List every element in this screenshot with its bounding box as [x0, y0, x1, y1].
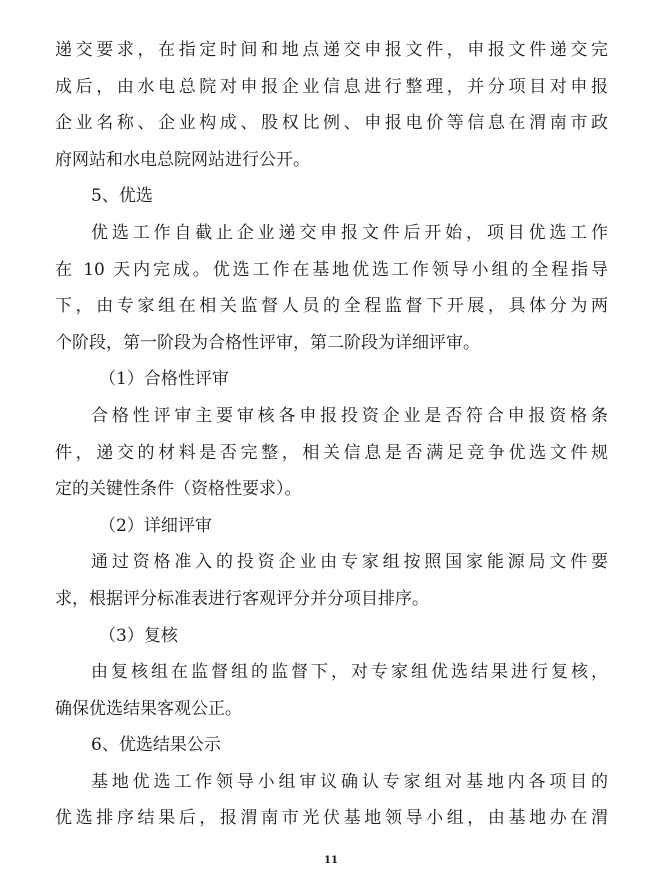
- text-line: 由复核组在监督组的监督下，对专家组优选结果进行复核，: [91, 662, 608, 683]
- section-heading-5: 5、优选: [91, 186, 153, 207]
- subsection-heading-1: （1）合格性评审: [99, 369, 229, 390]
- subsection-heading-3: （3）复核: [99, 625, 178, 646]
- text-line: 合格性评审主要审核各申报投资企业是否符合申报资格条: [91, 405, 608, 426]
- text-line: 递交要求，在指定时间和地点递交申报文件，申报文件递交完: [55, 40, 608, 60]
- text-line: 在 10 天内完成。优选工作在基地优选工作领导小组的全程指导: [55, 259, 608, 280]
- text-line: 件，递交的材料是否完整，相关信息是否满足竞争优选文件规: [55, 442, 608, 463]
- text-line: 优选工作自截止企业递交申报文件后开始，项目优选工作: [91, 222, 608, 243]
- text-line: 成后，由水电总院对申报企业信息进行整理，并分项目对申报: [55, 76, 608, 97]
- text-line: 定的关键性条件（资格性要求）。: [55, 479, 302, 500]
- section-heading-6: 6、优选结果公示: [91, 735, 221, 756]
- text-line: 下，由专家组在相关监督人员的全程监督下开展，具体分为两: [55, 296, 608, 317]
- text-line: 确保优选结果客观公正。: [55, 698, 242, 719]
- subsection-heading-2: （2）详细评审: [99, 515, 212, 536]
- text-line: 基地优选工作领导小组审议确认专家组对基地内各项目的: [91, 771, 608, 792]
- text-line: 求，根据评分标准表进行客观评分并分项目排序。: [55, 588, 429, 609]
- text-line: 府网站和水电总院网站进行公开。: [55, 149, 310, 170]
- text-line: 优选排序结果后，报渭南市光伏基地领导小组，由基地办在渭: [55, 808, 608, 829]
- body-text: [55, 32, 608, 837]
- page-number: 11: [324, 855, 338, 866]
- text-line: 个阶段，第一阶段为合格性评审，第二阶段为详细评审。: [55, 332, 480, 353]
- text-line: 企业名称、企业构成、股权比例、申报电价等信息在渭南市政: [55, 113, 608, 134]
- text-line: 通过资格准入的投资企业由专家组按照国家能源局文件要: [91, 552, 608, 573]
